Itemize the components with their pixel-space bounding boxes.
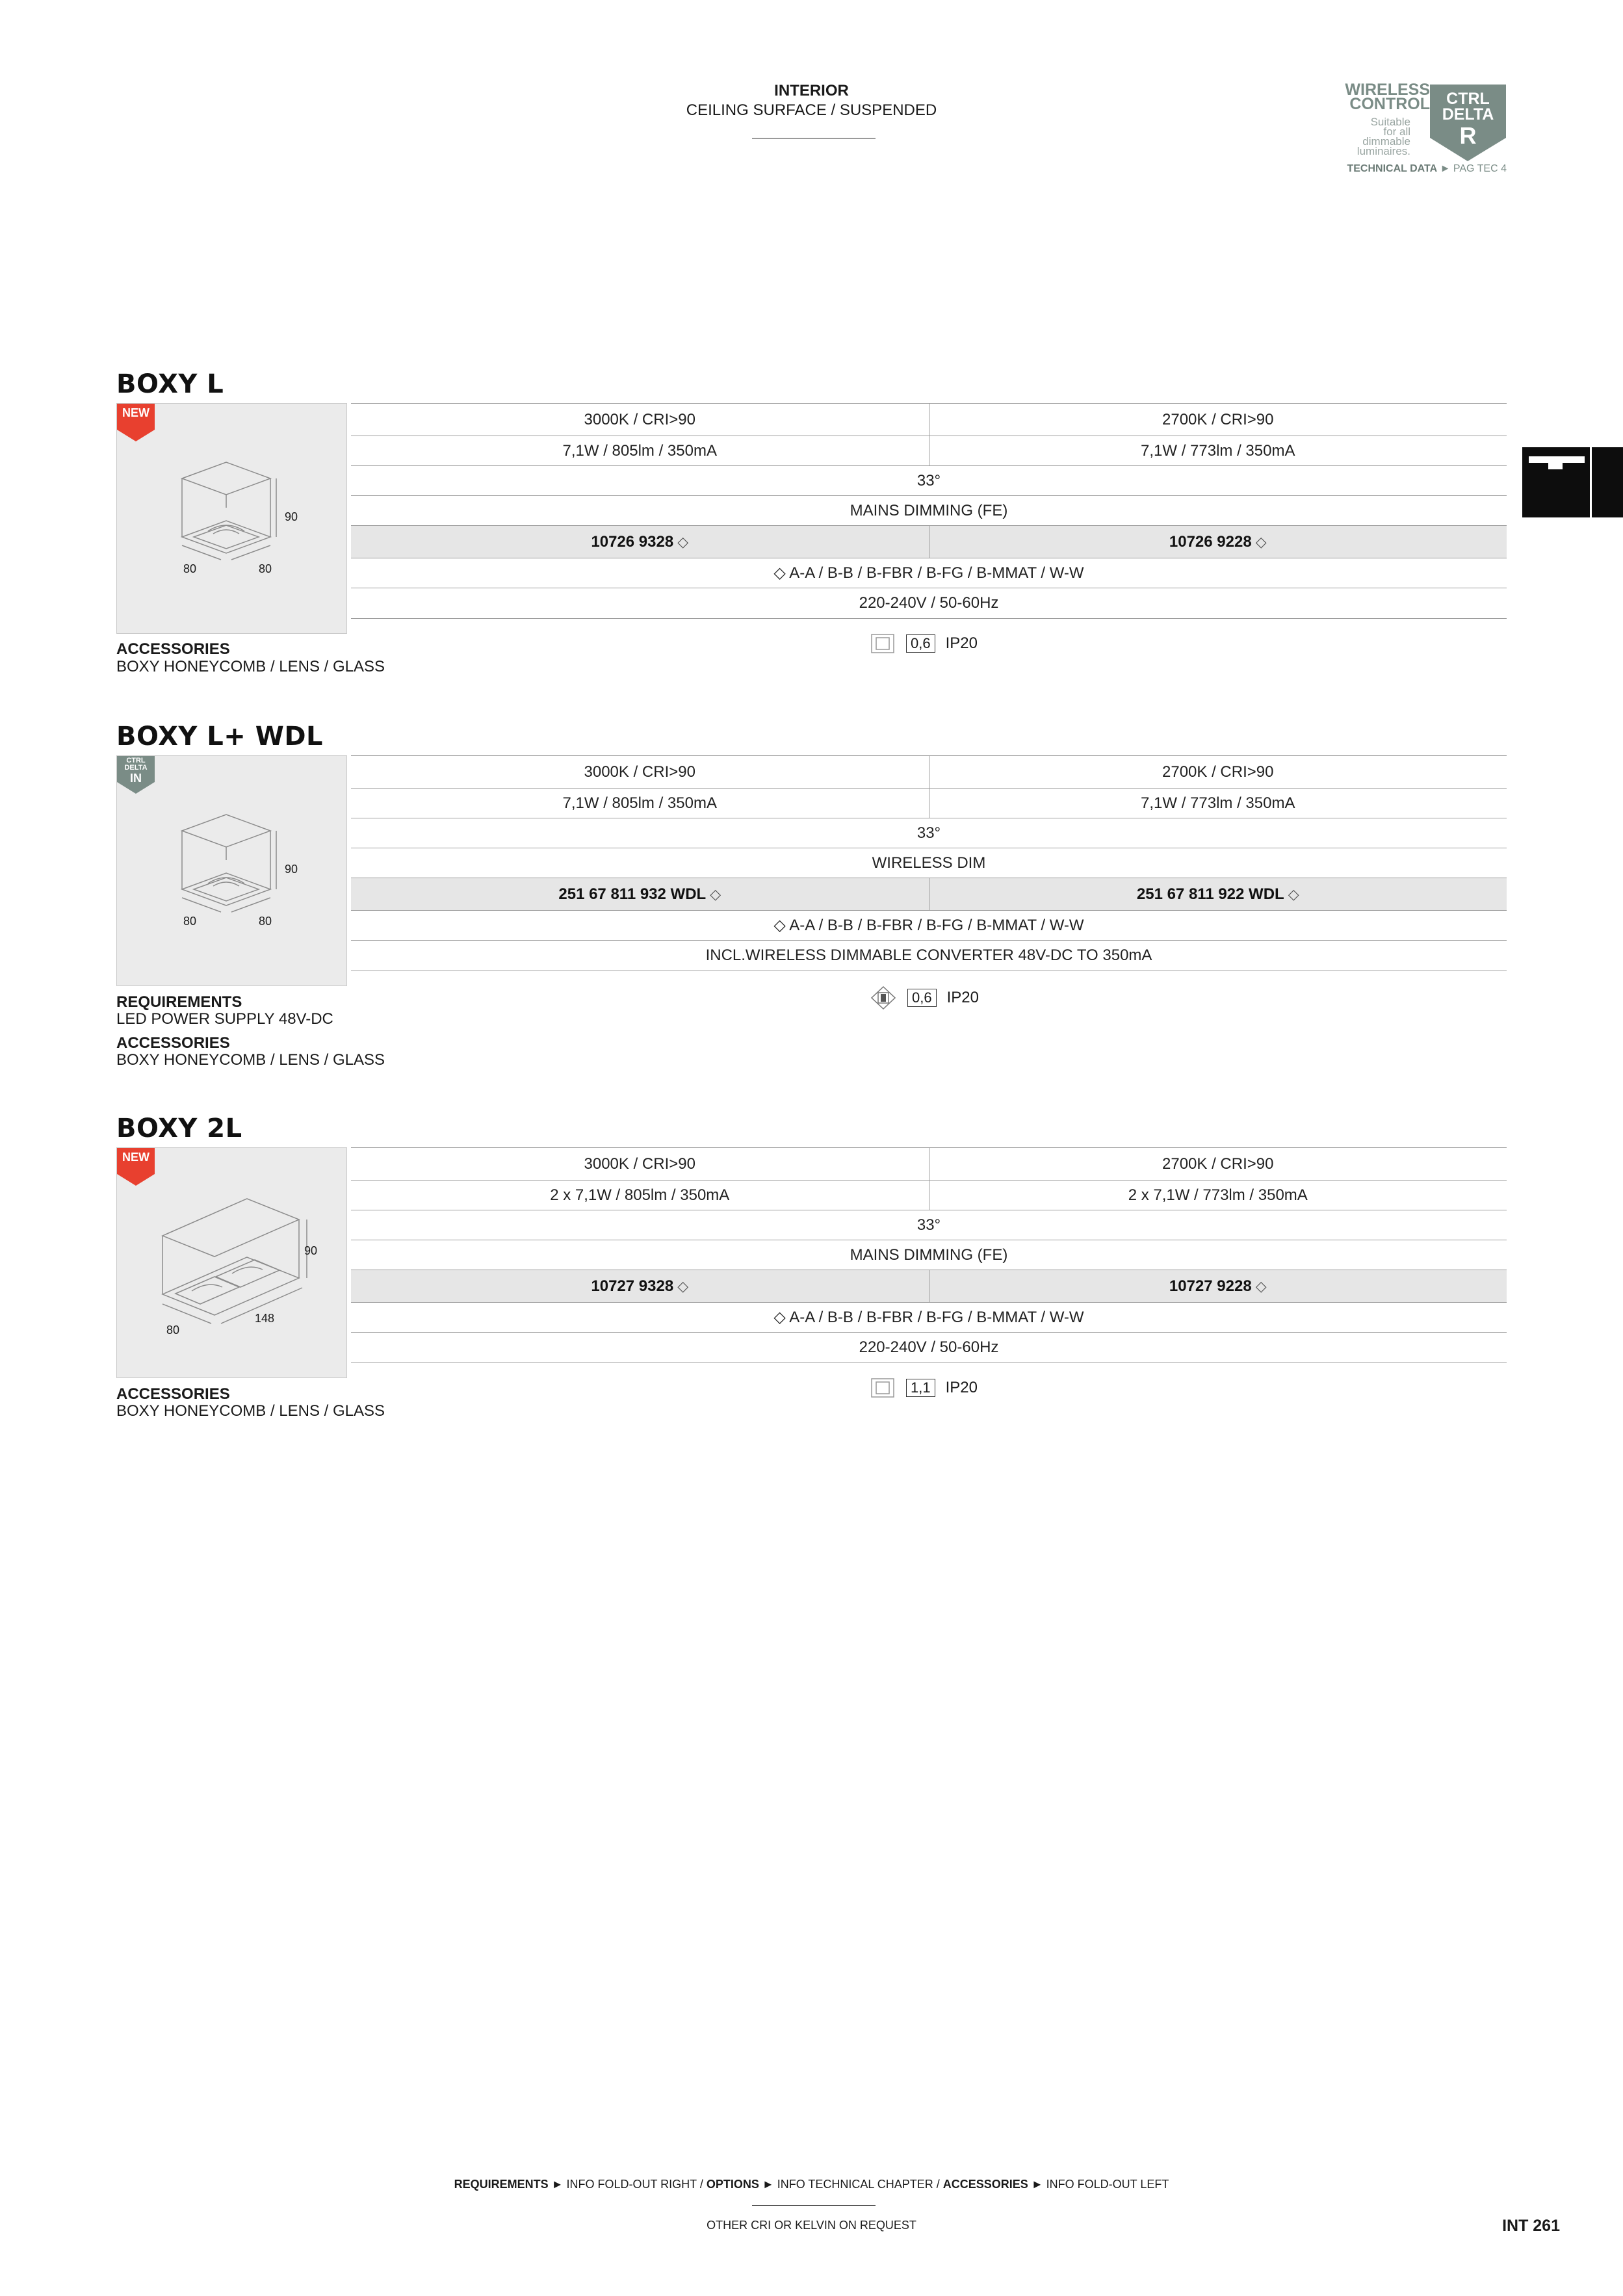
boxy-2l-drawing-icon: [117, 1148, 348, 1379]
spec-icons: [871, 1378, 978, 1398]
supply: 220-240V / 50-60Hz: [859, 1338, 999, 1356]
page-subcategory: CEILING SURFACE / SUSPENDED: [686, 101, 937, 119]
power-b: 7,1W / 773lm / 350mA: [929, 789, 1507, 818]
technical-data-link[interactable]: [1300, 163, 1507, 175]
table-row: [351, 1240, 1507, 1270]
table-row: [351, 818, 1507, 848]
product-code-a[interactable]: [351, 526, 929, 558]
power-a: 7,1W / 805lm / 350mA: [562, 794, 717, 812]
finishes: ◇ A-A / B-B / B-FBR / B-FG / B-MMAT / W-W: [773, 917, 1084, 934]
cct-a: 3000K / CRI>90: [584, 763, 695, 781]
table-row: [351, 788, 1507, 818]
code-b-text: 251 67 811 922 WDL: [1136, 885, 1284, 903]
table-row: [351, 1302, 1507, 1332]
diamond-icon: ◇: [710, 885, 721, 902]
accessories-text: BOXY HONEYCOMB / LENS / GLASS: [116, 1051, 385, 1069]
table-row: [351, 1332, 1507, 1363]
boxy-l-wdl-drawing-icon: [117, 756, 348, 987]
table-row: [351, 755, 1507, 788]
code-b-text: 10727 9228: [1169, 1277, 1252, 1295]
cct-a: 3000K / CRI>90: [584, 410, 695, 428]
code-a-text: 251 67 811 932 WDL: [558, 885, 707, 903]
beam-angle: 33°: [916, 1216, 941, 1234]
table-row: [351, 940, 1507, 971]
product-image: [116, 755, 347, 986]
accessories-heading: ACCESSORIES: [116, 1385, 230, 1403]
code-b-text: 10726 9228: [1169, 532, 1252, 551]
diamond-icon: ◇: [1288, 885, 1299, 902]
accessories-text: BOXY HONEYCOMB / LENS / GLASS: [116, 658, 385, 675]
wireless-note4: luminaires.: [1357, 145, 1410, 157]
dim-width-1: 80: [183, 562, 197, 575]
table-row: [351, 403, 1507, 436]
wireless-note1: Suitable: [1370, 116, 1410, 128]
spec-icons: [871, 986, 979, 1010]
ceiling-fixture-stem: [1548, 463, 1563, 469]
dim-height: 90: [285, 863, 298, 876]
dimming: MAINS DIMMING (FE): [850, 1246, 1008, 1264]
footer-acc-text: INFO FOLD-OUT LEFT: [1046, 2178, 1169, 2191]
dim-width-1: 80: [183, 915, 197, 928]
page-category: INTERIOR: [774, 82, 849, 99]
page-number: INT 261: [1502, 2217, 1560, 2235]
accessories-heading: ACCESSORIES: [116, 1034, 230, 1052]
wireless-line1: WIRELESS: [1345, 81, 1430, 99]
footer-req-label: REQUIREMENTS: [454, 2178, 549, 2191]
supply: INCL.WIRELESS DIMMABLE CONVERTER 48V-DC TO 350mA: [705, 946, 1152, 964]
power-b: 2 x 7,1W / 773lm / 350mA: [929, 1181, 1507, 1210]
table-row: [351, 1180, 1507, 1210]
indoor-class-icon: [871, 634, 894, 653]
ip-rating: IP20: [945, 634, 978, 652]
dim-height: 90: [285, 510, 298, 523]
accessories-text: BOXY HONEYCOMB / LENS / GLASS: [116, 1402, 385, 1420]
cct-b: 2700K / CRI>90: [929, 756, 1507, 788]
wireless-module-icon: [871, 986, 896, 1010]
footer-opt-label: OPTIONS: [706, 2178, 759, 2191]
cct-a: 3000K / CRI>90: [584, 1155, 695, 1173]
code-a-text: 10727 9328: [591, 1277, 674, 1295]
product-title: BOXY L+ WDL: [116, 722, 324, 751]
arrow-right-icon: ►: [551, 2178, 564, 2191]
indoor-class-icon: [871, 1378, 894, 1398]
footer-req-text: INFO FOLD-OUT RIGHT /: [566, 2178, 703, 2191]
new-badge-label: NEW: [122, 1151, 149, 1164]
product-title: BOXY 2L: [116, 1114, 242, 1143]
value-box: 1,1: [906, 1379, 935, 1397]
arrow-right-icon: ►: [1440, 163, 1451, 174]
dim-width-2: 80: [259, 562, 272, 575]
new-badge-label: NEW: [122, 406, 149, 419]
finishes: ◇ A-A / B-B / B-FBR / B-FG / B-MMAT / W-W: [773, 564, 1084, 582]
ctrl-in-line3: IN: [130, 772, 142, 785]
finishes: ◇ A-A / B-B / B-FBR / B-FG / B-MMAT / W-W: [773, 1309, 1084, 1326]
ctrl-delta-text: [1430, 91, 1506, 122]
table-row: [351, 558, 1507, 588]
wireless-line2: CONTROL: [1349, 95, 1430, 113]
table-row: [351, 910, 1507, 940]
table-row: [351, 436, 1507, 465]
beam-angle: 33°: [916, 824, 941, 842]
wireless-note: [1326, 117, 1410, 156]
dim-height: 90: [304, 1244, 318, 1257]
table-row: [351, 495, 1507, 525]
power-a: 2 x 7,1W / 805lm / 350mA: [550, 1186, 730, 1204]
footer-acc-label: ACCESSORIES: [942, 2178, 1028, 2191]
footer-opt-text: INFO TECHNICAL CHAPTER /: [777, 2178, 940, 2191]
table-row: [351, 848, 1507, 878]
power-b: 7,1W / 773lm / 350mA: [929, 436, 1507, 465]
arrow-right-icon: ►: [762, 2178, 774, 2191]
value-box: 0,6: [906, 634, 935, 653]
ctrl-in-line1: CTRL: [126, 757, 146, 764]
product-title: BOXY L: [116, 369, 224, 399]
diamond-icon: ◇: [677, 1277, 689, 1294]
table-row: [351, 588, 1507, 619]
wireless-control-label: [1326, 83, 1430, 111]
diamond-icon: ◇: [677, 533, 689, 550]
table-row-codes: [351, 878, 1507, 910]
accessories-heading: ACCESSORIES: [116, 640, 230, 658]
footer-divider: [752, 2205, 876, 2206]
tab-divider: [1590, 447, 1592, 517]
boxy-l-drawing-icon: [117, 404, 348, 634]
wireless-note2: for all: [1383, 125, 1410, 138]
wireless-note3: dimmable: [1362, 135, 1410, 148]
ctrl-r-letter: R: [1459, 122, 1477, 149]
section-tab[interactable]: [1522, 447, 1623, 517]
diamond-icon: ◇: [1255, 1277, 1267, 1294]
dim-width-1: 80: [166, 1324, 180, 1337]
ctrl-in-line2: DELTA: [124, 764, 148, 772]
ctrl-line1: CTRL: [1446, 90, 1490, 108]
requirements-heading: REQUIREMENTS: [116, 993, 242, 1011]
product-image: [116, 1147, 347, 1378]
footer-note: OTHER CRI OR KELVIN ON REQUEST: [707, 2219, 916, 2232]
product-code-b[interactable]: [929, 1270, 1507, 1302]
arrow-right-icon: ►: [1031, 2178, 1043, 2191]
cct-b: 2700K / CRI>90: [929, 1148, 1507, 1180]
requirements-text: LED POWER SUPPLY 48V-DC: [116, 1010, 333, 1028]
table-row: [351, 1210, 1507, 1240]
value-box: 0,6: [907, 989, 937, 1007]
diamond-icon: ◇: [1255, 533, 1267, 550]
dimming: MAINS DIMMING (FE): [850, 501, 1008, 519]
cct-b: 2700K / CRI>90: [929, 404, 1507, 436]
product-code-b[interactable]: [929, 878, 1507, 910]
footer-legend: [0, 2178, 1623, 2191]
power-a: 7,1W / 805lm / 350mA: [562, 441, 717, 460]
table-row: [351, 1147, 1507, 1180]
tech-label: TECHNICAL DATA: [1347, 163, 1438, 174]
product-code-b[interactable]: [929, 526, 1507, 558]
ceiling-fixture-icon: [1529, 456, 1585, 463]
product-code-a[interactable]: [351, 878, 929, 910]
table-row-codes: [351, 1270, 1507, 1302]
ip-rating: IP20: [946, 989, 979, 1006]
ctrl-line2: DELTA: [1442, 105, 1494, 124]
dim-width-2: 80: [259, 915, 272, 928]
dimming: WIRELESS DIM: [872, 854, 986, 872]
table-row-codes: [351, 525, 1507, 558]
tech-page: PAG TEC 4: [1453, 163, 1507, 174]
beam-angle: 33°: [916, 471, 941, 489]
table-row: [351, 465, 1507, 495]
product-image: [116, 403, 347, 634]
dim-width-2: 148: [255, 1312, 275, 1325]
spec-icons: [871, 634, 978, 653]
supply: 220-240V / 50-60Hz: [859, 594, 999, 612]
product-code-a[interactable]: [351, 1270, 929, 1302]
code-a-text: 10726 9328: [591, 532, 674, 551]
ip-rating: IP20: [945, 1379, 978, 1396]
